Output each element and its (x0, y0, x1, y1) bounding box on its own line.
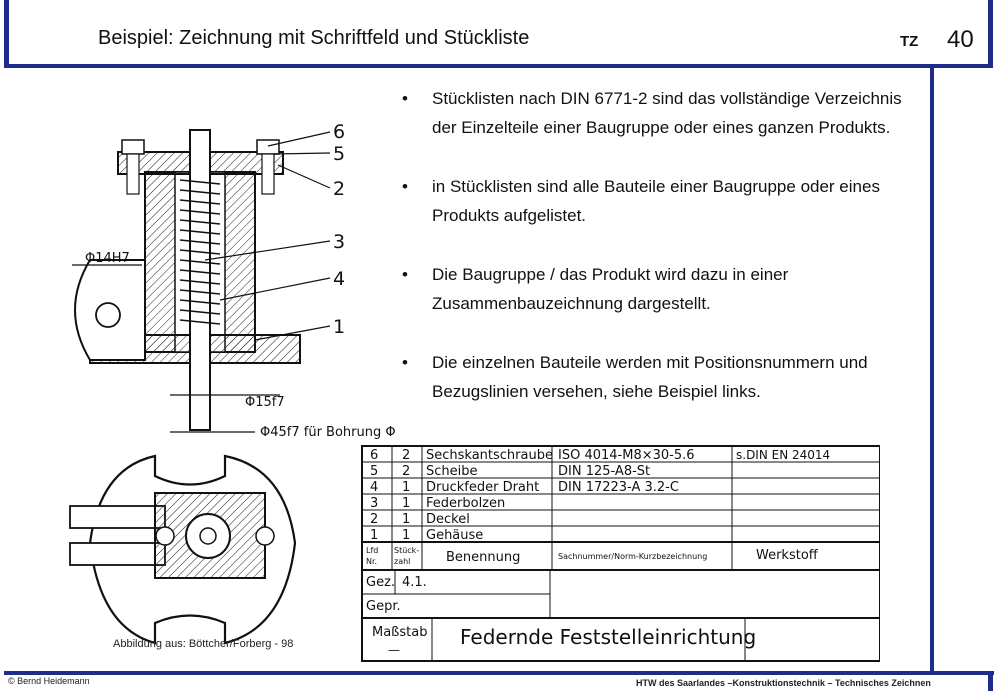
header-norm: Sachnummer/Norm-Kurzbezeichnung (558, 552, 708, 561)
drawn-by-label: Gez. (366, 575, 396, 590)
footer-institution: HTW des Saarlandes –Konstruktionstechnik – Technisches Zeichnen (636, 678, 931, 688)
section-tag: TZ (900, 33, 919, 50)
row-qty: 2 (402, 464, 411, 479)
scale-label: Maßstab (372, 625, 428, 640)
position-label: 2 (333, 178, 346, 200)
footer-copyright: © Bernd Heidemann (8, 676, 90, 686)
parts-list-table (360, 440, 880, 662)
frame-bottom-bar (4, 671, 994, 675)
row-material: s.DIN EN 24014 (736, 448, 831, 462)
drawing-title: Federnde Feststelleinrichtung (460, 625, 757, 649)
row-qty: 1 (402, 496, 411, 511)
row-pos: 4 (370, 480, 379, 495)
header-name: Benennung (446, 550, 521, 565)
header-pos: Lfd (366, 546, 379, 555)
row-pos: 6 (370, 448, 379, 463)
bolt-right (257, 140, 279, 154)
row-name: Gehäuse (426, 528, 484, 543)
position-label: 4 (333, 268, 346, 290)
row-norm: ISO 4014-M8×30-5.6 (558, 448, 695, 463)
bullet-item: • in Stücklisten sind alle Bauteile einer Baugruppe oder eines Produkts aufgelistet. (400, 172, 925, 230)
frame-left-bar (4, 0, 9, 66)
row-qty: 1 (402, 528, 411, 543)
position-label: 1 (333, 316, 346, 338)
bolt-left (122, 140, 144, 154)
row-pos: 1 (370, 528, 379, 543)
frame-right-bar (988, 0, 993, 68)
position-label: 5 (333, 143, 346, 165)
frame-top-bar (4, 64, 992, 68)
position-label: 6 (333, 121, 346, 143)
checked-by-label: Gepr. (366, 599, 401, 614)
figure-caption: Abbildung aus: Böttcher/Forberg - 98 (113, 638, 294, 650)
row-name: Federbolzen (426, 496, 506, 511)
assembly-drawing (30, 110, 410, 450)
row-name: Scheibe (426, 464, 478, 479)
header-pos: Nr. (366, 557, 378, 566)
row-norm: DIN 17223-A 3.2-C (558, 480, 679, 495)
frame-content-divider (930, 66, 934, 672)
row-name: Deckel (426, 512, 470, 527)
row-qty: 1 (402, 480, 411, 495)
row-name: Druckfeder Draht (426, 480, 540, 495)
row-pos: 3 (370, 496, 379, 511)
dimension-label: Φ14H7 (85, 251, 130, 266)
header-qty: zahl (394, 557, 411, 566)
row-qty: 1 (402, 512, 411, 527)
row-name: Sechskantschraube (426, 448, 553, 463)
row-qty: 2 (402, 448, 411, 463)
top-view-drawing (60, 448, 320, 663)
dimension-label: Φ15f7 (245, 395, 285, 410)
row-norm: DIN 125-A8-St (558, 464, 651, 479)
spring-bolt (190, 130, 210, 430)
scale-value: — (388, 643, 400, 657)
slide-title: Beispiel: Zeichnung mit Schriftfeld und Stückliste (98, 27, 530, 49)
header-qty: Stück- (394, 546, 420, 555)
bullet-list (400, 84, 925, 436)
drawn-date: 4.1. (402, 575, 427, 590)
bullet-item: • Die einzelnen Bauteile werden mit Positionsnummern und Bezugslinien versehen, siehe Beispiel links. (400, 348, 925, 406)
row-pos: 2 (370, 512, 379, 527)
page-number: 40 (947, 26, 974, 53)
bullet-item: • Stücklisten nach DIN 6771-2 sind das vollständige Verzeichnis der Einzelteile einer Baugruppe oder eines ganzen Produkts. (400, 84, 925, 142)
header-material: Werkstoff (756, 548, 818, 563)
dimension-label: Φ45f7 für Bohrung Φ (260, 425, 396, 440)
row-pos: 5 (370, 464, 379, 479)
frame-corner-bar (988, 671, 993, 691)
bullet-item: • Die Baugruppe / das Produkt wird dazu in einer Zusammenbauzeichnung dargestellt. (400, 260, 925, 318)
position-label: 3 (333, 231, 346, 253)
